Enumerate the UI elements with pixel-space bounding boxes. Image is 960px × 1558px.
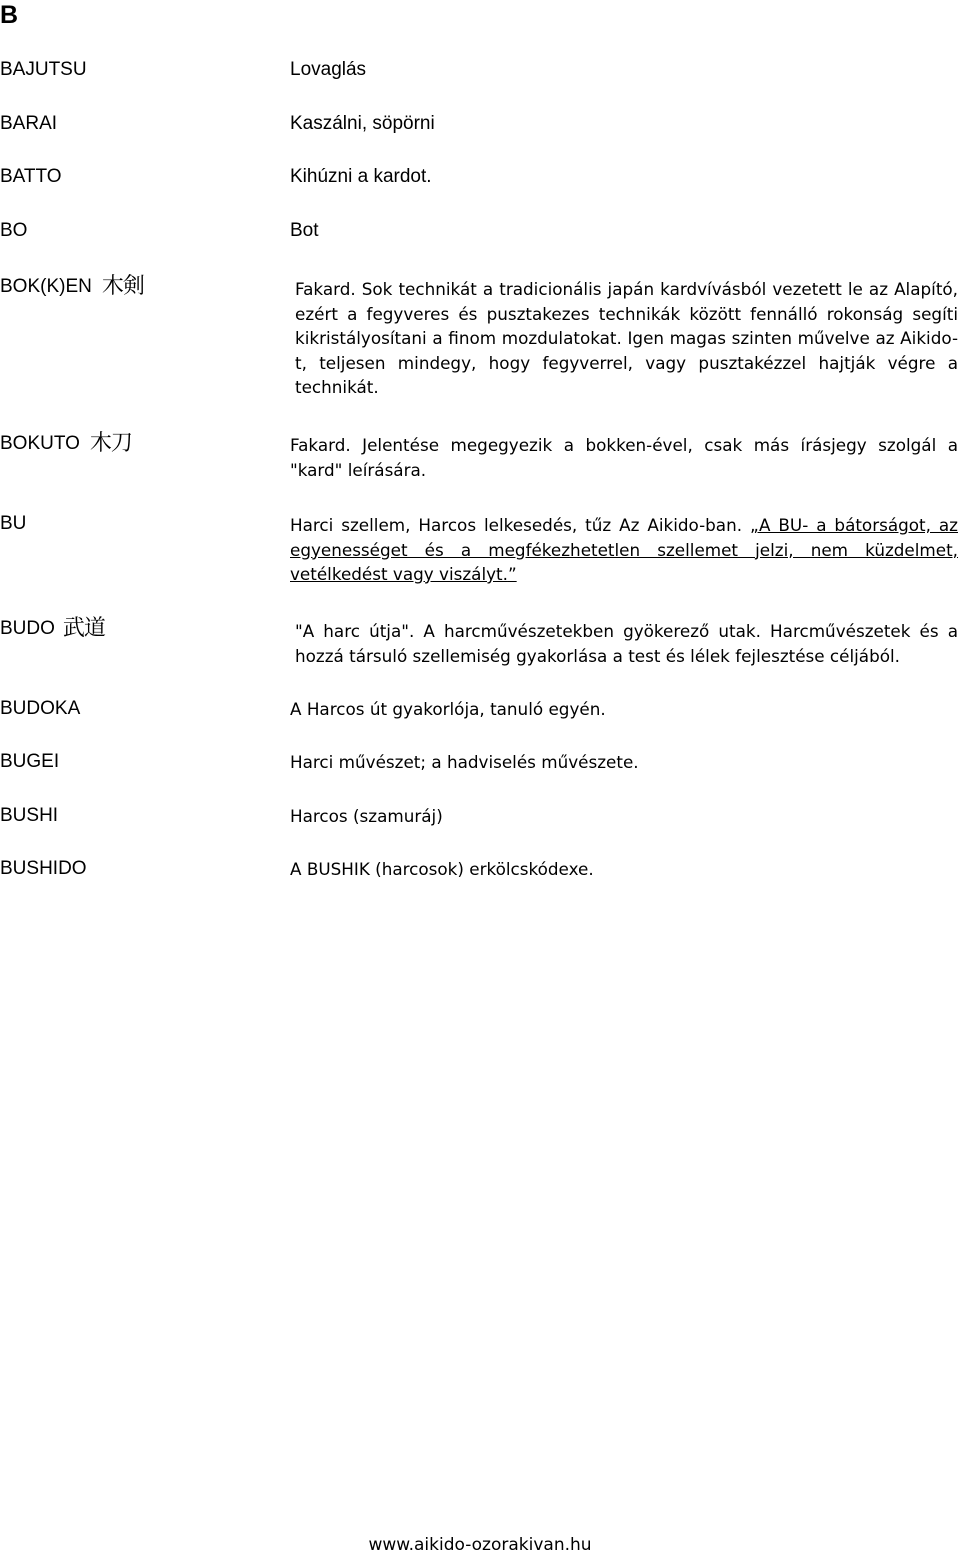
term bbox=[0, 697, 80, 721]
term-label: BOK(K)EN bbox=[0, 276, 92, 297]
term-label: BUDOKA bbox=[0, 698, 81, 719]
term-label: BUSHI bbox=[0, 805, 59, 826]
definition: Lovaglás bbox=[290, 59, 367, 80]
term bbox=[0, 219, 27, 243]
definition: Kaszálni, söpörni bbox=[290, 113, 435, 134]
term-label: BUSHIDO bbox=[0, 858, 87, 879]
term bbox=[0, 275, 144, 299]
term-label: BUDO bbox=[0, 618, 55, 639]
definition: Bot bbox=[290, 220, 319, 241]
term bbox=[0, 432, 132, 456]
definition: Fakard. Jelentése megegyezik a bokken-ével, csak más írásjegy szolgál a "kard" leírására. bbox=[290, 435, 958, 480]
term-label: BOKUTO bbox=[0, 433, 80, 454]
kanji-glyphs: 木剣 bbox=[101, 274, 144, 299]
term bbox=[0, 58, 87, 82]
section-letter: B bbox=[0, 1, 19, 29]
definition: Fakard. Sok technikát a tradicionális japán kardvívásból vezetett le az Alapító, ezért a fegyveres és pusztakezes technikák között fennálló rokonság segíti kikristályosítani a finom mozdulatokat. Igen magas szinten művelve az Aikido-t, teljesen mindegy, hogy fegyverrel, vagy pusztakézzel hajtják végre a technikát. bbox=[295, 279, 958, 397]
quote-open: „ bbox=[749, 515, 759, 535]
definition: "A harc útja". A harcművészetekben gyökerező utak. Harcművészetek és a hozzá társuló szellemiség gyakorlása a test és lélek fejlesztése céljából. bbox=[295, 621, 958, 666]
kanji-glyphs: 武道 bbox=[62, 616, 105, 641]
term-label: BU bbox=[0, 513, 27, 534]
definition: Kihúzni a kardot. bbox=[290, 166, 432, 187]
term-label: BUGEI bbox=[0, 751, 60, 772]
definition: A Harcos út gyakorlója, tanuló egyén. bbox=[290, 699, 606, 719]
footer-url: www.aikido-ozorakivan.hu bbox=[368, 1535, 592, 1555]
term-label: BATTO bbox=[0, 166, 62, 187]
term bbox=[0, 857, 87, 881]
term-label: BO bbox=[0, 220, 28, 241]
term bbox=[0, 512, 26, 536]
quote-close: ” bbox=[507, 564, 517, 584]
definition bbox=[290, 513, 958, 587]
definition: Harci művészet; a hadviselés művészete. bbox=[290, 752, 639, 772]
term bbox=[0, 617, 105, 641]
term bbox=[0, 112, 57, 136]
term bbox=[0, 165, 62, 189]
term bbox=[0, 750, 59, 774]
definition: A BUSHIK (harcosok) erkölcskódexe. bbox=[290, 859, 594, 879]
term-label: BARAI bbox=[0, 113, 58, 134]
term-label: BAJUTSU bbox=[0, 59, 87, 80]
definition-text: Harci szellem, Harcos lelkesedés, tűz Az Aikido-ban. bbox=[290, 515, 750, 535]
definition: Harcos (szamuráj) bbox=[290, 806, 443, 826]
quote-text: A BU- a bátorságot, az egyenességet és a megfékezhetetlen szellemet jelzi, nem küzdelmet, vetélkedést vagy viszályt. bbox=[290, 515, 958, 584]
term bbox=[0, 804, 58, 828]
kanji-glyphs: 木刀 bbox=[89, 431, 132, 456]
